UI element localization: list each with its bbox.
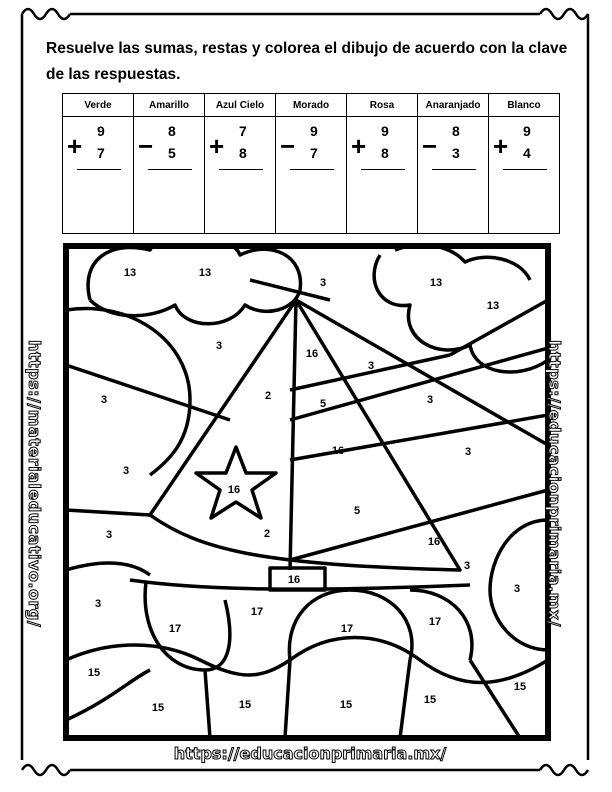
region-label: 15 xyxy=(339,699,353,711)
region-label: 17 xyxy=(168,623,182,635)
region-label: 17 xyxy=(250,606,264,618)
region-label: 15 xyxy=(513,681,527,693)
first-number: 7 xyxy=(239,123,247,139)
first-number: 9 xyxy=(523,123,531,139)
watermark-right: https://educacionprimaria.mx/ xyxy=(545,340,564,627)
first-number: 8 xyxy=(452,123,460,139)
key-color-1: Amarillo xyxy=(134,94,205,117)
region-label: 5 xyxy=(353,505,361,517)
second-number: 7 xyxy=(310,145,318,161)
second-number: 3 xyxy=(452,145,460,161)
operator-sign: − xyxy=(280,131,296,161)
region-label: 5 xyxy=(319,398,327,410)
second-number: 7 xyxy=(97,145,105,161)
region-label: 16 xyxy=(427,536,441,548)
region-label: 13 xyxy=(123,267,137,279)
key-color-2: Azul Cielo xyxy=(205,94,276,117)
region-label: 3 xyxy=(319,277,327,289)
key-color-6: Blanco xyxy=(489,94,560,117)
region-label: 15 xyxy=(423,694,437,706)
key-color-3: Morado xyxy=(276,94,347,117)
first-number: 9 xyxy=(310,123,318,139)
second-number: 4 xyxy=(523,145,531,161)
watermark-left: https://materialeducativo.org/ xyxy=(25,340,44,628)
region-label: 3 xyxy=(105,529,113,541)
region-label: 3 xyxy=(367,360,375,372)
first-number: 9 xyxy=(97,123,105,139)
watermark-bottom: https://educacionprimaria.mx/ xyxy=(173,744,447,763)
region-label: 17 xyxy=(428,616,442,628)
region-label: 15 xyxy=(87,667,101,679)
region-label: 16 xyxy=(331,445,345,457)
operator-sign: + xyxy=(67,131,83,161)
key-color-0: Verde xyxy=(63,94,134,117)
operator-sign: + xyxy=(209,131,225,161)
key-color-4: Rosa xyxy=(347,94,418,117)
region-label: 2 xyxy=(264,390,272,402)
instructions-text: Resuelve las sumas, restas y colorea el dibujo de acuerdo con la clave de las respuestas. xyxy=(46,40,568,83)
region-label: 16 xyxy=(305,348,319,360)
key-color-5: Anaranjado xyxy=(418,94,489,117)
operator-sign: + xyxy=(351,131,367,161)
region-label: 3 xyxy=(122,465,130,477)
wave-upper[interactable] xyxy=(66,563,150,575)
region-label: 16 xyxy=(287,574,301,586)
operator-sign: − xyxy=(138,131,154,161)
region-label: 13 xyxy=(198,267,212,279)
sail[interactable] xyxy=(150,300,460,570)
left-circle[interactable] xyxy=(66,308,190,475)
first-number: 9 xyxy=(381,123,389,139)
second-number: 8 xyxy=(239,145,247,161)
region-label: 3 xyxy=(463,560,471,572)
region-label: 13 xyxy=(429,277,443,289)
region-label: 13 xyxy=(486,300,500,312)
second-number: 5 xyxy=(168,145,176,161)
region-label: 3 xyxy=(100,394,108,406)
region-label: 3 xyxy=(464,446,472,458)
region-label: 3 xyxy=(426,394,434,406)
region-label: 3 xyxy=(94,598,102,610)
second-number: 8 xyxy=(381,145,389,161)
region-label: 3 xyxy=(215,340,223,352)
first-number: 8 xyxy=(168,123,176,139)
region-label: 15 xyxy=(238,699,252,711)
operator-sign: + xyxy=(493,131,509,161)
region-label: 2 xyxy=(263,528,271,540)
region-label: 3 xyxy=(513,583,521,595)
region-label: 17 xyxy=(340,623,354,635)
region-label: 16 xyxy=(227,484,241,496)
operator-sign: − xyxy=(422,131,438,161)
region-label: 15 xyxy=(151,702,165,714)
star[interactable] xyxy=(196,447,276,518)
